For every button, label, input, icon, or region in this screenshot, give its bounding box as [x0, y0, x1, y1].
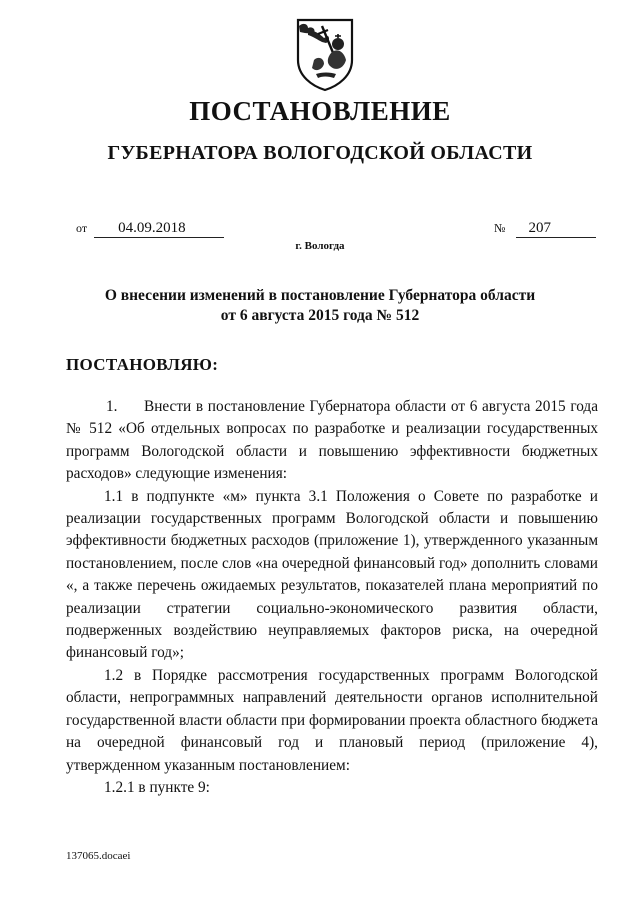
paragraph-1-2-1: 1.2.1 в пункте 9:: [104, 778, 210, 796]
coat-of-arms-icon: [294, 16, 356, 92]
document-number: 207: [516, 221, 596, 238]
file-code: 137065.docaei: [66, 850, 131, 862]
decree-word: ПОСТАНОВЛЯЮ:: [66, 355, 219, 374]
subject-line-2: от 6 августа 2015 года № 512: [220, 307, 420, 324]
document-date-line: [76, 221, 224, 238]
number-prefix: №: [494, 221, 506, 235]
paragraph-1-2: 1.2 в Порядке рассмотрения государственных программ Вологодской области, непрограммных направлений деятельности органов исполнительной государственной власти области при формировании проекта областного бюджета на очередной финансовый год и плановый период (приложение 4), утвержденном указанным постановлением:: [66, 666, 598, 774]
document-body: [66, 396, 598, 799]
document-number-line: [494, 221, 596, 238]
date-prefix: от: [76, 221, 88, 235]
document-issuer: ГУБЕРНАТОРА ВОЛОГОДСКОЙ ОБЛАСТИ: [107, 142, 533, 164]
document-date: 04.09.2018: [94, 221, 224, 238]
document-title: ПОСТАНОВЛЕНИЕ: [189, 96, 451, 126]
document-city: г. Вологда: [295, 240, 345, 252]
document-subject: [0, 286, 640, 326]
paragraph-1-text: Внести в постановление Губернатора области от 6 августа 2015 года № 512 «Об отдельных вопросах по разработке и реализации государственных программ Вологодской области и повышению эффективности бюджетных расходов» следующие изменения:: [66, 398, 598, 483]
paragraph-1: [66, 396, 598, 486]
subject-line-1: О внесении изменений в постановление Губернатора области: [104, 287, 536, 304]
paragraph-1-number: 1.: [106, 398, 118, 415]
paragraph-1-1: 1.1 в подпункте «м» пункта 3.1 Положения о Совете по разработке и реализации государственных программ Вологодской области и повышению эффективности бюджетных расходов (приложение 1), утвержденного указанным постановлением, после слов «на очередной финансовый год» дополнить словами «, а также перечень ожидаемых результатов, показателей плана мероприятий по реализации стратегии социально-экономического развития области, подверженных воздействию неуправляемых факторов риска, на очередной финансовый год»;: [66, 487, 598, 662]
